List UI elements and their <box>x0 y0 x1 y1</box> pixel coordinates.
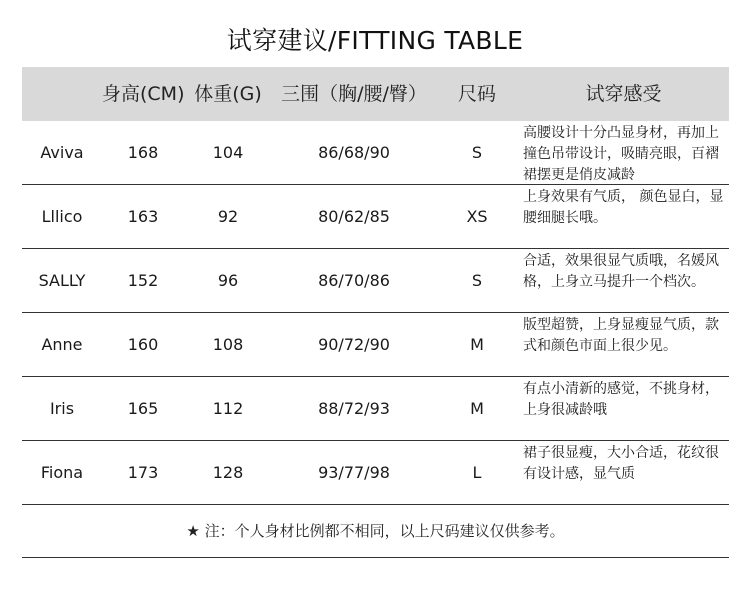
table-row <box>22 249 729 313</box>
model-name: Lllico <box>41 207 83 226</box>
header-measurements: 三围（胸/腰/臀） <box>281 83 427 105</box>
model-size: M <box>470 335 484 354</box>
model-name: Fiona <box>40 463 84 482</box>
model-weight: 108 <box>212 335 244 354</box>
model-height: 152 <box>127 271 159 290</box>
header-name <box>22 67 102 121</box>
model-name: Aviva <box>40 143 84 162</box>
model-feeling: 有点小清新的感觉，不挑身材，上身很减龄哦 <box>523 381 719 418</box>
model-measurements: 88/72/93 <box>318 399 390 418</box>
table-header <box>22 67 729 121</box>
model-size: S <box>471 271 483 290</box>
table-row <box>22 121 729 185</box>
model-measurements: 90/72/90 <box>318 335 390 354</box>
model-feeling: 上身效果有气质， 颜色显白，显腰细腿长哦。 <box>523 189 724 226</box>
model-height: 173 <box>127 463 159 482</box>
model-size: M <box>470 399 484 418</box>
model-name: Anne <box>41 335 83 354</box>
footnote: ★ 注：个人身材比例都不相同，以上尺码建议仅供参考。 <box>22 505 729 558</box>
model-weight: 96 <box>217 271 239 290</box>
header-height: 身高(CM) <box>102 83 185 105</box>
header-feeling: 试穿感受 <box>585 83 662 105</box>
model-feeling: 版型超赞，上身显瘦显气质，款式和颜色市面上很少见。 <box>523 317 719 354</box>
table-row <box>22 185 729 249</box>
model-size: L <box>472 463 482 482</box>
model-height: 168 <box>127 143 159 162</box>
model-measurements: 86/70/86 <box>318 271 390 290</box>
model-name: Iris <box>49 399 75 418</box>
header-weight: 体重(G) <box>194 83 262 105</box>
model-measurements: 80/62/85 <box>318 207 390 226</box>
model-weight: 92 <box>217 207 239 226</box>
model-feeling: 裙子很显瘦，大小合适，花纹很有设计感，显气质 <box>523 445 719 482</box>
table-row <box>22 313 729 377</box>
model-feeling: 合适，效果很显气质哦，名媛风格，上身立马提升一个档次。 <box>523 253 719 290</box>
model-size: XS <box>466 207 488 226</box>
model-size: S <box>471 143 483 162</box>
fitting-table <box>22 67 729 558</box>
model-height: 165 <box>127 399 159 418</box>
model-measurements: 86/68/90 <box>318 143 390 162</box>
model-name: SALLY <box>38 271 86 290</box>
model-weight: 104 <box>212 143 244 162</box>
page-title: 试穿建议/FITTING TABLE <box>226 26 524 55</box>
table-row <box>22 441 729 505</box>
header-size: 尺码 <box>457 83 496 105</box>
model-height: 163 <box>127 207 159 226</box>
model-weight: 128 <box>212 463 244 482</box>
model-weight: 112 <box>212 399 244 418</box>
model-height: 160 <box>127 335 159 354</box>
model-measurements: 93/77/98 <box>318 463 390 482</box>
model-feeling: 高腰设计十分凸显身材，再加上撞色吊带设计，吸睛亮眼，百褶裙摆更是俏皮减龄 <box>523 125 719 183</box>
table-row <box>22 377 729 441</box>
